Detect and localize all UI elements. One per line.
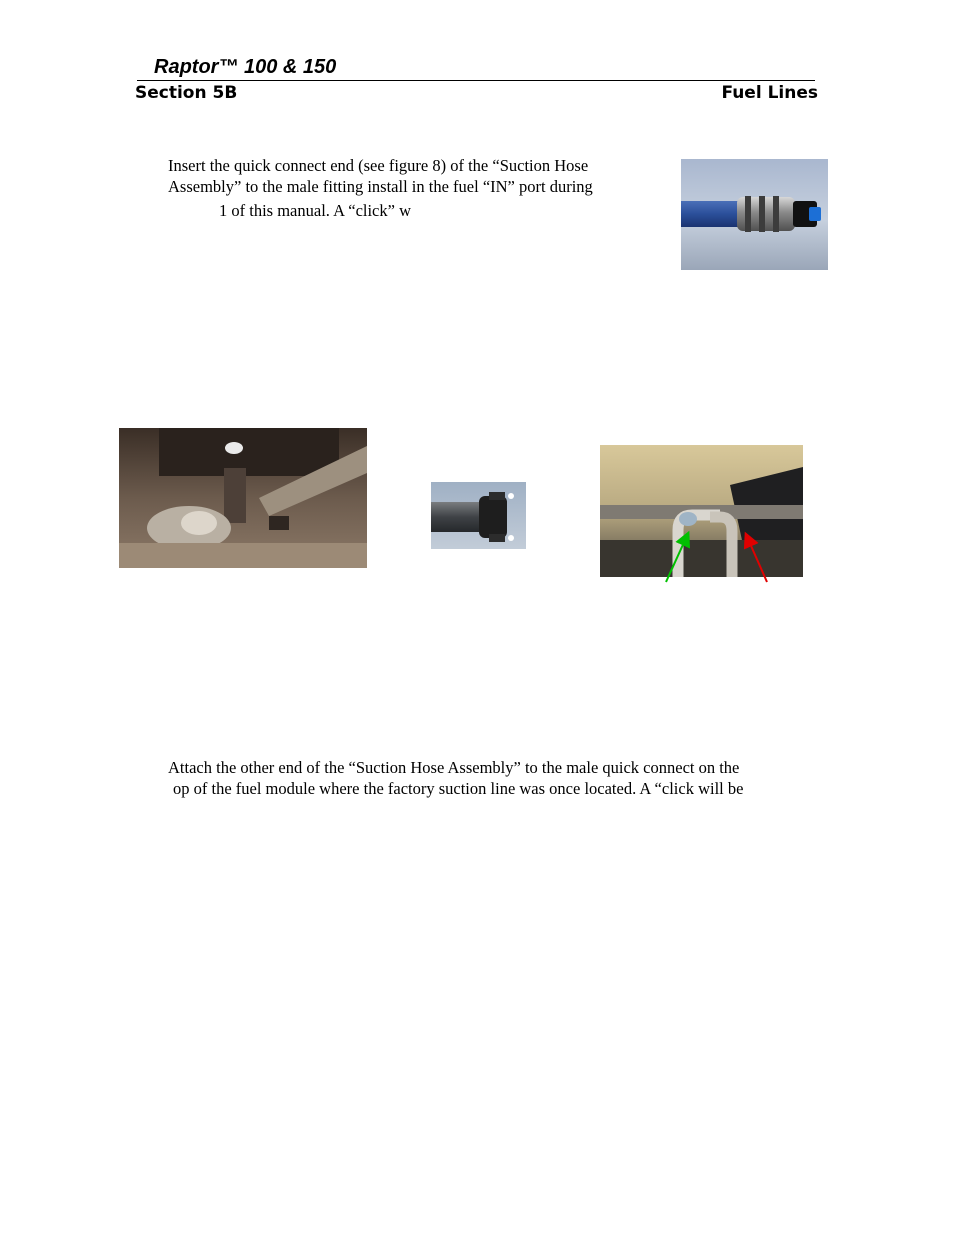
red-arrow [748,539,767,582]
section-label: Section 5B [135,83,238,103]
fuel-module-underside-photo [119,428,367,568]
suction-hose-quick-connect-photo [681,159,828,270]
step-one-line-1: Insert the quick connect end (see figure 8) of the “Suction Hose [168,156,589,175]
step-one-line-2: Assembly” to the male fitting install in the fuel “IN” port during [168,177,593,196]
step-one-line-3: 1 of this manual. A “click” w [219,201,411,220]
document-brand-title: Raptor™ 100 & 150 [154,56,337,78]
topic-label: Fuel Lines [721,83,818,103]
step-two-line-2: op of the fuel module where the factory suction line was once located. A “click will be [173,779,744,798]
quick-connect-closeup-photo [431,482,526,549]
green-arrow [666,538,686,582]
step-two-line-1: Attach the other end of the “Suction Hose Assembly” to the male quick connect on the [168,758,740,777]
header-divider [137,80,815,81]
annotation-arrows [600,445,803,590]
